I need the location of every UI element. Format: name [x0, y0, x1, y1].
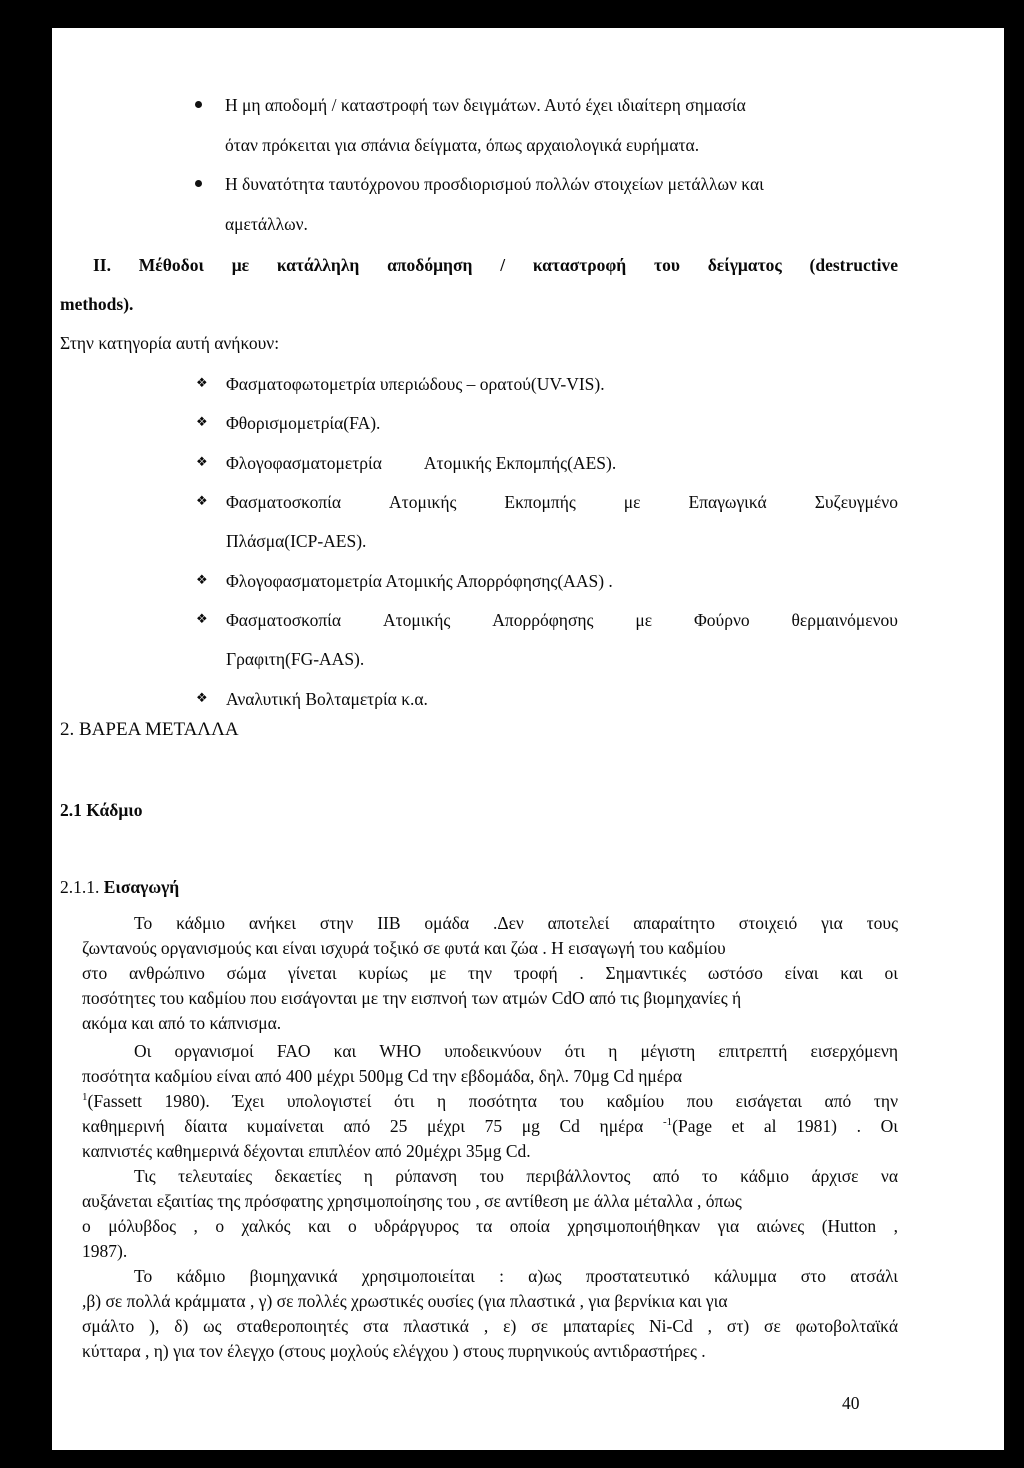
bullet-dot — [195, 101, 202, 108]
diamond-bullet-icon: ❖ — [196, 376, 208, 391]
paragraph-line: ακόμα και από το κάπνισμα. — [82, 1013, 282, 1033]
method-item-cont: Πλάσμα(ICP-AES). — [226, 531, 367, 551]
paragraph-line: ποσότητα καδμίου είναι από 400 μέχρι 500μg Cd την εβδομάδα, δηλ. 70μg Cd ημέρα — [82, 1066, 682, 1086]
method-item: Φασματοσκοπία Ατομικής Απορρόφησης με Φούρνο θερμαινόμενου — [226, 610, 898, 630]
paragraph-line: 1987). — [82, 1241, 128, 1261]
method-item: Αναλυτική Βολταμετρία κ.α. — [226, 689, 428, 709]
section-intro: Στην κατηγορία αυτή ανήκουν: — [60, 333, 280, 353]
paragraph-line: σμάλτο ), δ) ως σταθεροποιητές στα πλαστικά , ε) σε μπαταρίες Ni-Cd , στ) σε φωτοβολταϊκά — [82, 1316, 898, 1336]
paragraph-line: στο ανθρώπινο σώμα γίνεται κυρίως με την τροφή . Σημαντικές ωστόσο είναι και οι — [82, 963, 898, 983]
bullet-line: αμετάλλων. — [225, 214, 308, 234]
paragraph-line: αυξάνεται εξαιτίας της πρόσφατης χρησιμοποίησης του , σε αντίθεση με άλλα μέταλλα , όπως — [82, 1191, 742, 1211]
method-item-cont: Γραφιτη(FG-AAS). — [226, 649, 365, 669]
subsection-heading: 2.1.1. Εισαγωγή — [60, 877, 180, 897]
paragraph-line: ,β) σε πολλά κράμματα , γ) σε πολλές χρωστικές ουσίες (για πλαστικά , για βερνίκια και για — [82, 1291, 728, 1311]
paragraph-line: ποσότητες του καδμίου που εισάγονται με την εισπνοή των ατμών CdO από τις βιομηχανίες ή — [82, 988, 742, 1008]
diamond-bullet-icon: ❖ — [196, 455, 208, 470]
method-item: Φθορισμομετρία(FA). — [226, 413, 381, 433]
method-item: Φλογοφασματομετρία Ατομικής Εκπομπής(AES). — [226, 453, 617, 473]
paragraph-line: ο μόλυβδος , ο χαλκός και ο υδράργυρος τα οποία χρησιμοποιήθηκαν για αιώνες (Hutton , — [82, 1216, 898, 1236]
diamond-bullet-icon: ❖ — [196, 494, 208, 509]
paragraph-line: Το κάδμιο ανήκει στην IIB ομάδα .Δεν αποτελεί απαραίτητο στοιχειό για τους — [134, 913, 898, 933]
paragraph-line: Τις τελευταίες δεκαετίες η ρύπανση του περιβάλλοντος από το κάδμιο άρχισε να — [134, 1166, 898, 1186]
diamond-bullet-icon: ❖ — [196, 415, 208, 430]
diamond-bullet-icon: ❖ — [196, 691, 208, 706]
document-page — [52, 28, 1004, 1450]
bullet-line: Η δυνατότητα ταυτόχρονου προσδιορισμού πολλών στοιχείων μετάλλων και — [225, 174, 764, 194]
section-heading-cadmium: 2.1 Κάδμιο — [60, 800, 143, 820]
bullet-dot — [195, 180, 202, 187]
paragraph-line: ζωντανούς οργανισμούς και είναι ισχυρά τοξικό σε φυτά και ζώα . Η εισαγωγή του καδμίου — [82, 938, 726, 958]
paragraph-line: κύτταρα , η) για τον έλεγχο (στους μοχλούς ελέγχου ) στους πυρηνικούς αντιδραστήρες . — [82, 1341, 706, 1361]
method-item: Φασματοσκοπία Ατομικής Εκπομπής με Επαγωγικά Συζευγμένο — [226, 492, 898, 512]
section-heading: II. Μέθοδοι με κατάλληλη αποδόμηση / καταστροφή του δείγματος (destructive — [93, 255, 898, 275]
method-item: Φασματοφωτομετρία υπεριώδους – ορατού(UV-VIS). — [226, 374, 605, 394]
diamond-bullet-icon: ❖ — [196, 612, 208, 627]
page-number: 40 — [842, 1393, 860, 1413]
paragraph-line: $^1$(Fassett 1980). Έχει υπολογιστεί ότι η ποσότητα του καδμίου που εισάγεται από την — [82, 1091, 898, 1111]
bullet-line: όταν πρόκειται για σπάνια δείγματα, όπως αρχαιολογικά ευρήματα. — [225, 135, 700, 155]
chapter-heading: 2. ΒΑΡΕΑ ΜΕΤΑΛΛΑ — [60, 719, 239, 740]
paragraph-line: καπνιστές καθημερινά δέχονται επιπλέον από 20μέχρι 35μg Cd. — [82, 1141, 531, 1161]
bullet-line: Η μη αποδομή / καταστροφή των δειγμάτων. Αυτό έχει ιδιαίτερη σημασία — [225, 95, 746, 115]
paragraph-line: Οι οργανισμοί FAO και WHO υποδεικνύουν ότι η μέγιστη επιτρεπτή εισερχόμενη — [134, 1041, 898, 1061]
diamond-bullet-icon: ❖ — [196, 573, 208, 588]
paragraph-line: Το κάδμιο βιομηχανικά χρησιμοποιείται : α)ως προστατευτικό κάλυμμα στο ατσάλι — [134, 1266, 898, 1286]
section-heading-cont: methods). — [60, 294, 134, 314]
method-item: Φλογοφασματομετρία Ατομικής Απορρόφησης(AAS) . — [226, 571, 613, 591]
paragraph-line: καθημερινή δίαιτα κυμαίνεται από 25 μέχρι 75 μg Cd ημέρα $^{-1}$(Page et al 1981) . Οι — [82, 1116, 898, 1136]
